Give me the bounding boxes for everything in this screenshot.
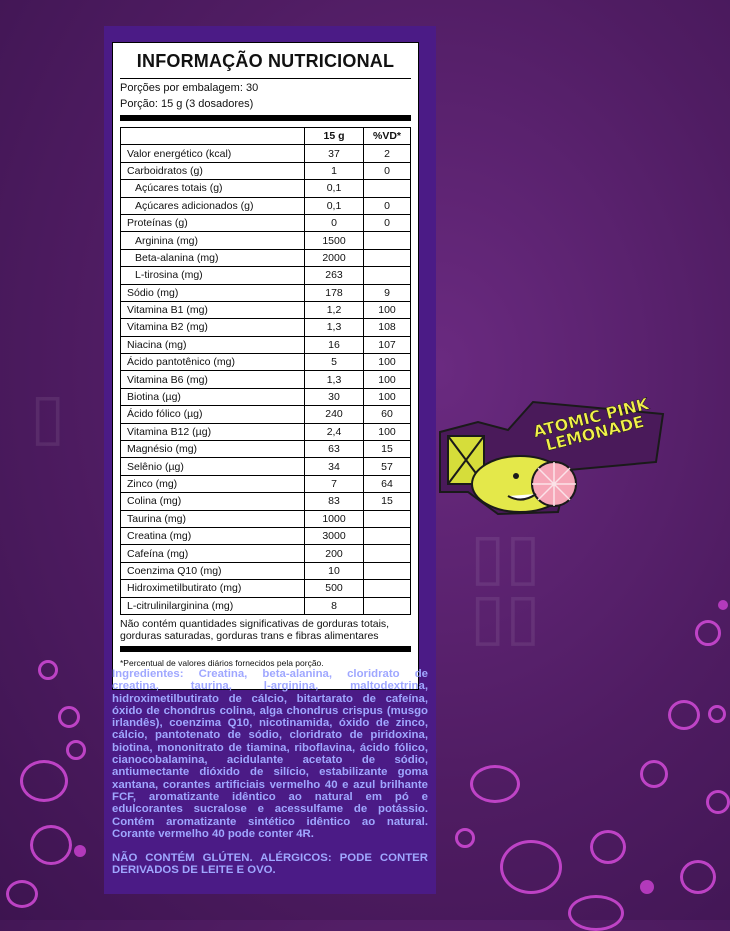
nutrient-daily-value	[364, 562, 411, 579]
nutrient-name: Magnésio (mg)	[121, 441, 305, 458]
background-watermark-text: ▯▯	[470, 520, 541, 594]
bubble-decoration	[58, 706, 80, 728]
background-watermark-text: ▯	[30, 380, 66, 454]
nutrition-row	[121, 475, 411, 492]
bubble-decoration	[680, 860, 716, 894]
nutrient-name: Vitamina B1 (mg)	[121, 301, 305, 318]
nutrient-daily-value	[364, 510, 411, 527]
nutrition-row	[121, 162, 411, 179]
nutrient-name: Vitamina B6 (mg)	[121, 371, 305, 388]
nutrient-value: 1,2	[305, 301, 364, 318]
nutrient-value: 7	[305, 475, 364, 492]
nutrition-row	[121, 319, 411, 336]
nutrient-daily-value	[364, 232, 411, 249]
nutrient-value: 5	[305, 354, 364, 371]
nutrition-row	[121, 458, 411, 475]
nutrient-daily-value: 100	[364, 354, 411, 371]
nutrient-daily-value	[364, 545, 411, 562]
nutrient-name: Taurina (mg)	[121, 510, 305, 527]
nutrient-name: Valor energético (kcal)	[121, 145, 305, 162]
nutrition-row	[121, 580, 411, 597]
sticker-title: ATOMIC PINK LEMONADE	[531, 394, 651, 455]
nutrient-daily-value: 64	[364, 475, 411, 492]
bubble-decoration	[30, 825, 72, 865]
nutrient-value: 2,4	[305, 423, 364, 440]
bubble-decoration	[640, 760, 668, 788]
nutrient-daily-value	[364, 580, 411, 597]
nutrient-daily-value	[364, 267, 411, 284]
nutrition-row	[121, 493, 411, 510]
nutrient-value: 0,1	[305, 197, 364, 214]
nutrient-name: Zinco (mg)	[121, 475, 305, 492]
nutrient-value: 1,3	[305, 319, 364, 336]
table-header-row	[121, 128, 411, 145]
nutrition-row	[121, 145, 411, 162]
nutrition-title: INFORMAÇÃO NUTRICIONAL	[136, 51, 395, 71]
bubble-decoration	[455, 828, 475, 848]
nutrition-row	[121, 284, 411, 301]
nutrient-name: L-tirosina (mg)	[121, 267, 305, 284]
nutrient-name: Hidroximetilbutirato (mg)	[121, 580, 305, 597]
nutrient-daily-value: 100	[364, 388, 411, 405]
nutrition-row	[121, 597, 411, 614]
nutrient-daily-value: 57	[364, 458, 411, 475]
bubble-decoration	[590, 830, 626, 864]
header-nutrient	[121, 128, 305, 145]
nutrient-daily-value: 15	[364, 441, 411, 458]
nutrient-daily-value: 108	[364, 319, 411, 336]
nutrient-name: Biotina (µg)	[121, 388, 305, 405]
nutrient-name: Niacina (mg)	[121, 336, 305, 353]
nutrition-row	[121, 562, 411, 579]
nutrient-daily-value: 9	[364, 284, 411, 301]
nutrition-row	[121, 441, 411, 458]
nutrient-name: Arginina (mg)	[121, 232, 305, 249]
nutrient-name: Vitamina B2 (mg)	[121, 319, 305, 336]
dv-footnote: *Percentual de valores diários fornecidos pela porção.	[120, 657, 324, 668]
nutrition-row	[121, 249, 411, 266]
nutrition-row	[121, 232, 411, 249]
bubble-decoration	[66, 740, 86, 760]
nutrient-name: Vitamina B12 (µg)	[121, 423, 305, 440]
nutrient-daily-value: 0	[364, 197, 411, 214]
nutrient-value: 1000	[305, 510, 364, 527]
nutrient-daily-value	[364, 527, 411, 544]
nutrition-row	[121, 527, 411, 544]
nutrient-name: Cafeína (mg)	[121, 545, 305, 562]
nutrient-value: 16	[305, 336, 364, 353]
nutrient-value: 240	[305, 406, 364, 423]
nutrient-daily-value: 2	[364, 145, 411, 162]
nutrient-daily-value: 0	[364, 162, 411, 179]
nutrient-daily-value: 15	[364, 493, 411, 510]
nutrition-row	[121, 336, 411, 353]
allergen-warning: NÃO CONTÉM GLÚTEN. ALÉRGICOS: PODE CONTER DERIVADOS DE LEITE E OVO.	[112, 852, 428, 877]
bubble-decoration	[568, 895, 624, 931]
nutrition-row	[121, 545, 411, 562]
nutrient-value: 30	[305, 388, 364, 405]
atomic-pink-lemonade-sticker	[438, 392, 666, 518]
nutrient-value: 37	[305, 145, 364, 162]
nutrient-daily-value: 100	[364, 371, 411, 388]
nutrient-name: Açúcares totais (g)	[121, 180, 305, 197]
nutrition-row	[121, 214, 411, 231]
ingredients-section	[112, 668, 428, 877]
bubble-decoration	[706, 790, 730, 814]
portion-size: Porção: 15 g (3 dosadores)	[120, 98, 254, 110]
nutrient-value: 0,1	[305, 180, 364, 197]
nutrition-row	[121, 406, 411, 423]
nutrition-row	[121, 371, 411, 388]
nutrition-table	[120, 127, 411, 615]
bubble-decoration	[6, 880, 38, 908]
nutrient-daily-value: 60	[364, 406, 411, 423]
ingredients-text: Ingredientes: Creatina, beta-alanina, cloridrato de creatina, taurina, l-arginina, maltodextrina, hidroximetilbutirato de cálcio, bitartarato de cafeína, óxido de chondrus colina, alga chondrus crispus (musgo irlandês), coenzima Q10, nicotinamida, óxido de zinco, cálcio, pantotenato de sódio, cloridrato de piridoxina, biotina, mononitrato de tiamina, riboflavina, ácido fólico, cianocobalamina, acidulante acetato de sódio, antiumectante dióxido de silício, estabilizante goma xantana, corantes artificiais vermelho 40 e azul brilhante FCF, aromatizante idêntico ao natural em pó e edulcorantes sucralose e acessulfame de potássio. Contém aromatizante sintético idêntico ao natural. Corante vermelho 40 pode conter 4R.	[112, 668, 428, 840]
nutrition-row	[121, 388, 411, 405]
nutrient-name: Sódio (mg)	[121, 284, 305, 301]
nutrient-value: 63	[305, 441, 364, 458]
nutrition-row	[121, 197, 411, 214]
nutrient-value: 500	[305, 580, 364, 597]
nutrition-facts-label	[112, 42, 419, 690]
nutrient-value: 200	[305, 545, 364, 562]
nutrient-value: 8	[305, 597, 364, 614]
nutrition-row	[121, 180, 411, 197]
bubble-decoration	[640, 880, 654, 894]
nutrient-name: Proteínas (g)	[121, 214, 305, 231]
nutrient-value: 1,3	[305, 371, 364, 388]
nutrition-row	[121, 301, 411, 318]
bubble-decoration	[38, 660, 58, 680]
nutrition-row	[121, 510, 411, 527]
nutrient-value: 34	[305, 458, 364, 475]
bubble-decoration	[20, 760, 68, 802]
no-significant-amounts-note: Não contém quantidades significativas de gorduras totais, gorduras saturadas, gorduras trans e fibras alimentares	[120, 615, 411, 652]
background-watermark-text: ▯▯	[470, 580, 541, 654]
nutrient-daily-value	[364, 180, 411, 197]
nutrition-row	[121, 267, 411, 284]
nutrient-value: 3000	[305, 527, 364, 544]
nutrient-name: Carboidratos (g)	[121, 162, 305, 179]
nutrition-row	[121, 354, 411, 371]
nutrient-name: Colina (mg)	[121, 493, 305, 510]
servings-per-package: Porções por embalagem: 30	[120, 82, 259, 94]
bubble-decoration	[74, 845, 86, 857]
nutrient-name: Açúcares adicionados (g)	[121, 197, 305, 214]
nutrient-daily-value: 100	[364, 423, 411, 440]
nutrient-name: Creatina (mg)	[121, 527, 305, 544]
nutrient-name: Coenzima Q10 (mg)	[121, 562, 305, 579]
nutrient-name: Ácido pantotênico (mg)	[121, 354, 305, 371]
nutrient-value: 10	[305, 562, 364, 579]
nutrient-value: 178	[305, 284, 364, 301]
nutrient-daily-value: 0	[364, 214, 411, 231]
nutrient-daily-value: 100	[364, 301, 411, 318]
header-portion: 15 g	[305, 128, 364, 145]
nutrient-name: Ácido fólico (µg)	[121, 406, 305, 423]
product-info-panel	[104, 26, 436, 894]
nutrient-daily-value	[364, 249, 411, 266]
header-dv: %VD*	[364, 128, 411, 145]
nutrient-value: 2000	[305, 249, 364, 266]
nutrient-daily-value	[364, 597, 411, 614]
nutrient-value: 1	[305, 162, 364, 179]
nutrient-name: L-citrulinilarginina (mg)	[121, 597, 305, 614]
nutrient-value: 83	[305, 493, 364, 510]
bubble-decoration	[718, 600, 728, 610]
bubble-decoration	[668, 700, 700, 730]
bubble-decoration	[708, 705, 726, 723]
nutrient-value: 0	[305, 214, 364, 231]
bubble-decoration	[500, 840, 562, 894]
nutrient-name: Selênio (µg)	[121, 458, 305, 475]
nutrient-value: 263	[305, 267, 364, 284]
nutrient-name: Beta-alanina (mg)	[121, 249, 305, 266]
bubble-decoration	[470, 765, 520, 803]
bubble-decoration	[695, 620, 721, 646]
nutrient-value: 1500	[305, 232, 364, 249]
nutrient-daily-value: 107	[364, 336, 411, 353]
nutrition-row	[121, 423, 411, 440]
